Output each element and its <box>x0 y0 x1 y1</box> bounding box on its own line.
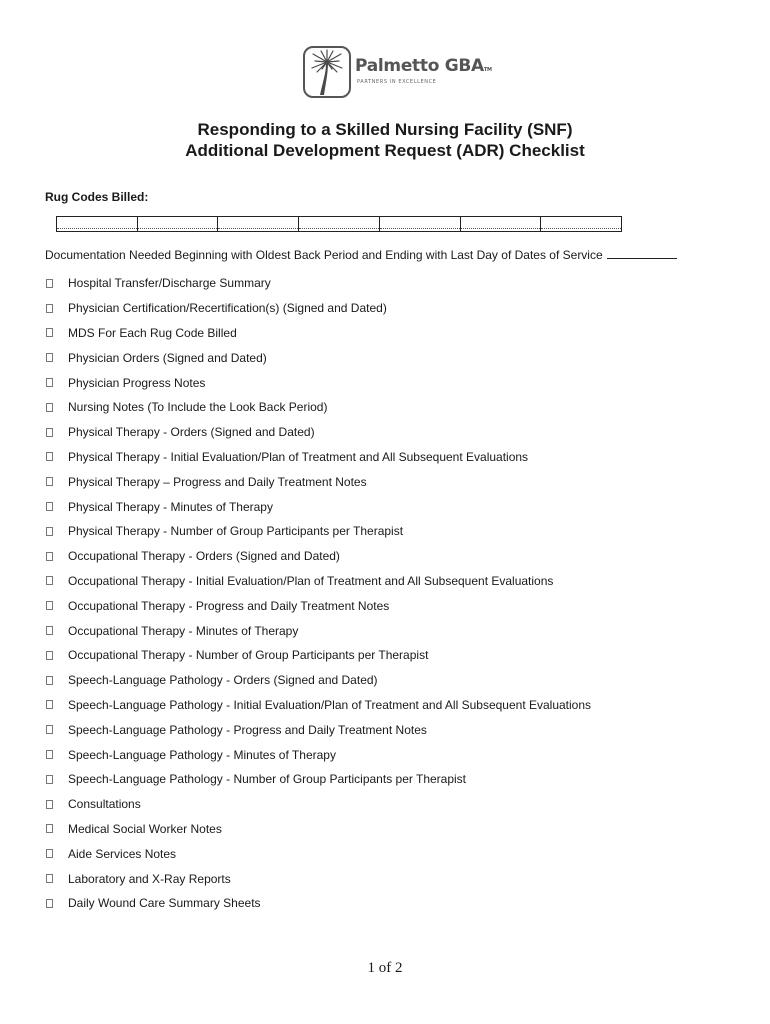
checkbox[interactable] <box>46 428 53 437</box>
checkbox[interactable] <box>46 874 53 883</box>
rug-code-field[interactable] <box>57 217 138 231</box>
checklist-item <box>45 643 591 668</box>
checkbox[interactable] <box>46 750 53 759</box>
checklist-item-label: Speech-Language Pathology - Minutes of Therapy <box>68 747 336 762</box>
checkbox[interactable] <box>46 378 53 387</box>
checkbox[interactable] <box>46 403 53 412</box>
checkbox[interactable] <box>46 849 53 858</box>
checkbox[interactable] <box>46 328 53 337</box>
checkbox[interactable] <box>46 824 53 833</box>
checklist-item <box>45 345 591 370</box>
checklist-item <box>45 866 591 891</box>
checklist-item-label: Daily Wound Care Summary Sheets <box>68 896 261 911</box>
documentation-text: Documentation Needed Beginning with Oldest Back Period and Ending with Last Day of Dates of Service <box>45 248 603 262</box>
checklist-item <box>45 445 591 470</box>
checklist-item <box>45 593 591 618</box>
checklist-item <box>45 544 591 569</box>
checkbox[interactable] <box>46 899 53 908</box>
checklist-item <box>45 618 591 643</box>
checkbox[interactable] <box>46 477 53 486</box>
checklist-item <box>45 841 591 866</box>
checklist-item-label: Physical Therapy – Progress and Daily Treatment Notes <box>68 474 367 489</box>
checklist-item <box>45 469 591 494</box>
checklist-item <box>45 817 591 842</box>
rug-code-field[interactable] <box>461 217 542 231</box>
rug-code-field[interactable] <box>138 217 219 231</box>
checkbox[interactable] <box>46 576 53 585</box>
dates-of-service-blank[interactable] <box>607 248 677 259</box>
checkbox[interactable] <box>46 775 53 784</box>
checkbox[interactable] <box>46 527 53 536</box>
checklist-item-label: Physical Therapy - Orders (Signed and Dated) <box>68 425 315 440</box>
checklist-item-label: Physician Orders (Signed and Dated) <box>68 350 267 365</box>
checklist-item <box>45 395 591 420</box>
palmetto-tree-icon <box>303 46 351 98</box>
checklist-item <box>45 668 591 693</box>
checklist-item <box>45 742 591 767</box>
rug-code-field[interactable] <box>218 217 299 231</box>
documentation-instructions <box>45 248 677 262</box>
checkbox[interactable] <box>46 725 53 734</box>
page-number: 1 of 2 <box>367 960 403 976</box>
checklist-item-label: MDS For Each Rug Code Billed <box>68 325 237 340</box>
checklist-item-label: Consultations <box>68 797 141 812</box>
checkbox[interactable] <box>46 651 53 660</box>
checklist-item <box>45 569 591 594</box>
checkbox[interactable] <box>46 676 53 685</box>
checklist-item-label: Hospital Transfer/Discharge Summary <box>68 276 271 291</box>
checklist-item-label: Physician Progress Notes <box>68 375 206 390</box>
checklist-item-label: Speech-Language Pathology - Initial Evaluation/Plan of Treatment and All Subsequent Evaluations <box>68 697 592 712</box>
checkbox[interactable] <box>46 626 53 635</box>
checkbox[interactable] <box>46 502 53 511</box>
checklist-item <box>45 494 591 519</box>
checkbox[interactable] <box>46 452 53 461</box>
rug-codes-table <box>56 216 622 232</box>
rug-codes-label: Rug Codes Billed: <box>45 190 149 204</box>
checklist-item <box>45 792 591 817</box>
checklist-item <box>45 296 591 321</box>
checklist-item <box>45 420 591 445</box>
checklist-item <box>45 271 591 296</box>
checklist-item-label: Occupational Therapy - Progress and Daily Treatment Notes <box>68 598 390 613</box>
document-title-line-1: Responding to a Skilled Nursing Facility (SNF) <box>197 120 573 139</box>
rug-code-field[interactable] <box>541 217 621 231</box>
checklist-item-label: Laboratory and X-Ray Reports <box>68 871 231 886</box>
checklist-item-label: Occupational Therapy - Minutes of Therapy <box>68 623 299 638</box>
checklist-item-label: Physician Certification/Recertification(s) (Signed and Dated) <box>68 301 387 316</box>
checklist-item-label: Speech-Language Pathology - Number of Group Participants per Therapist <box>68 772 467 787</box>
checklist-item <box>45 767 591 792</box>
checkbox[interactable] <box>46 279 53 288</box>
document-title-line-2: Additional Development Request (ADR) Checklist <box>185 141 585 160</box>
checkbox[interactable] <box>46 800 53 809</box>
checkbox[interactable] <box>46 601 53 610</box>
checkbox[interactable] <box>46 353 53 362</box>
palmetto-gba-logo <box>303 46 492 102</box>
checklist-item-label: Physical Therapy - Number of Group Participants per Therapist <box>68 524 404 539</box>
checklist-item <box>45 891 591 916</box>
checklist-item-label: Occupational Therapy - Initial Evaluation/Plan of Treatment and All Subsequent Evaluations <box>68 573 554 588</box>
checklist-item <box>45 370 591 395</box>
checklist-item-label: Physical Therapy - Initial Evaluation/Plan of Treatment and All Subsequent Evaluations <box>68 449 529 464</box>
checkbox[interactable] <box>46 700 53 709</box>
checklist-item-label: Nursing Notes (To Include the Look Back Period) <box>68 400 328 415</box>
logo-tagline: PARTNERS IN EXCELLENCE <box>357 79 437 85</box>
checklist-item-label: Speech-Language Pathology - Progress and Daily Treatment Notes <box>68 722 427 737</box>
checklist-item-label: Speech-Language Pathology - Orders (Signed and Dated) <box>68 673 378 688</box>
checkbox[interactable] <box>46 304 53 313</box>
checklist-item <box>45 519 591 544</box>
rug-code-field[interactable] <box>380 217 461 231</box>
checkbox[interactable] <box>46 552 53 561</box>
rug-code-field[interactable] <box>299 217 380 231</box>
checklist-item-label: Physical Therapy - Minutes of Therapy <box>68 499 273 514</box>
checklist-item-label: Aide Services Notes <box>68 846 177 861</box>
checklist-item <box>45 693 591 718</box>
checklist-item <box>45 321 591 346</box>
checklist-item-label: Occupational Therapy - Orders (Signed and Dated) <box>68 549 340 564</box>
adr-checklist <box>45 271 591 916</box>
checklist-item-label: Occupational Therapy - Number of Group Participants per Therapist <box>68 648 429 663</box>
checklist-item <box>45 717 591 742</box>
checklist-item-label: Medical Social Worker Notes <box>68 821 222 836</box>
logo-wordmark: Palmetto GBATM <box>355 56 492 76</box>
